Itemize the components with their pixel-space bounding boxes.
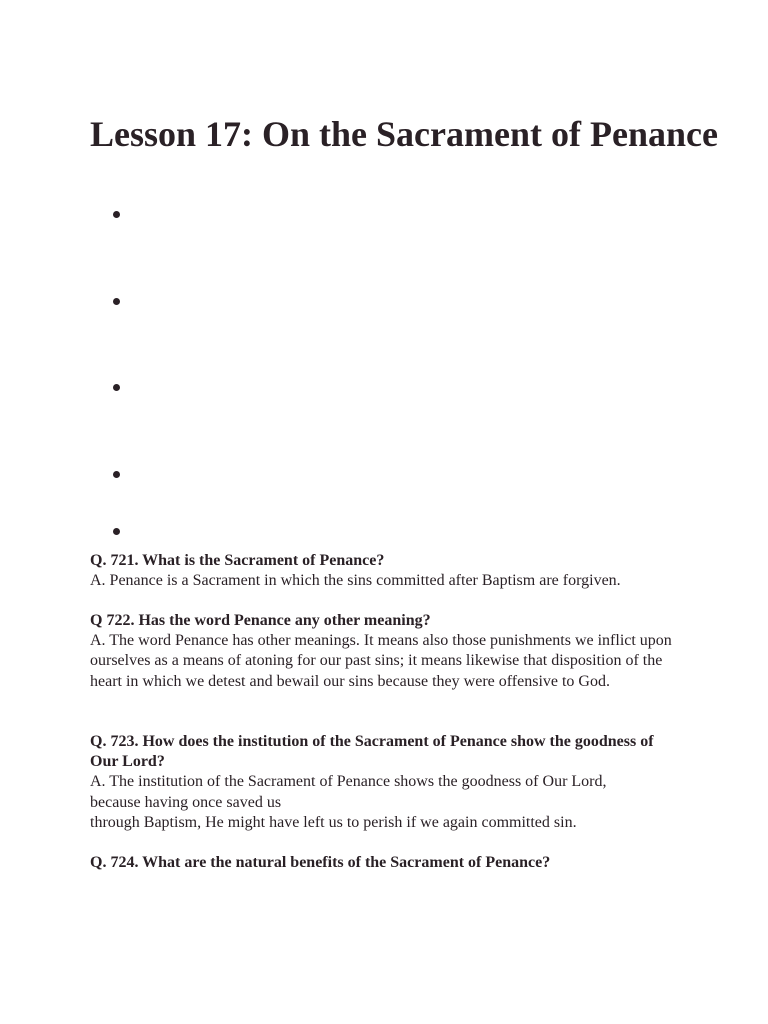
answer-text-continued: through Baptism, He might have left us to perish if we again committed sin. — [90, 813, 577, 831]
question-721 — [90, 551, 680, 591]
question-724 — [90, 853, 680, 873]
question-722 — [90, 611, 680, 692]
page-title: Lesson 17: On the Sacrament of Penance — [90, 114, 718, 154]
question-text: Q 722. Has the word Penance any other meaning? — [90, 612, 431, 629]
question-text: Q. 724. What are the natural benefits of the Sacrament of Penance? — [90, 854, 551, 871]
empty-list-bullet — [113, 384, 120, 391]
question-text: Q. 723. How does the institution of the Sacrament of Penance show the goodness of Our Lord? — [90, 733, 654, 771]
answer-text: A. Penance is a Sacrament in which the sins committed after Baptism are forgiven. — [90, 572, 621, 590]
question-text: Q. 721. What is the Sacrament of Penance? — [90, 552, 385, 569]
question-723 — [90, 732, 680, 833]
answer-text: A. The word Penance has other meanings. It means also those punishments we inflict upon ourselves as a means of atoning for our past sins; it means likewise that disposition of the heart in which we detest and bewail our sins because they were offensive to God. — [90, 632, 672, 690]
answer-text: A. The institution of the Sacrament of Penance shows the goodness of Our Lord, because having once saved us — [90, 773, 607, 811]
empty-list-bullet — [113, 471, 120, 478]
empty-list-bullet — [113, 211, 120, 218]
empty-list-bullet — [113, 528, 120, 535]
empty-list-bullet — [113, 298, 120, 305]
